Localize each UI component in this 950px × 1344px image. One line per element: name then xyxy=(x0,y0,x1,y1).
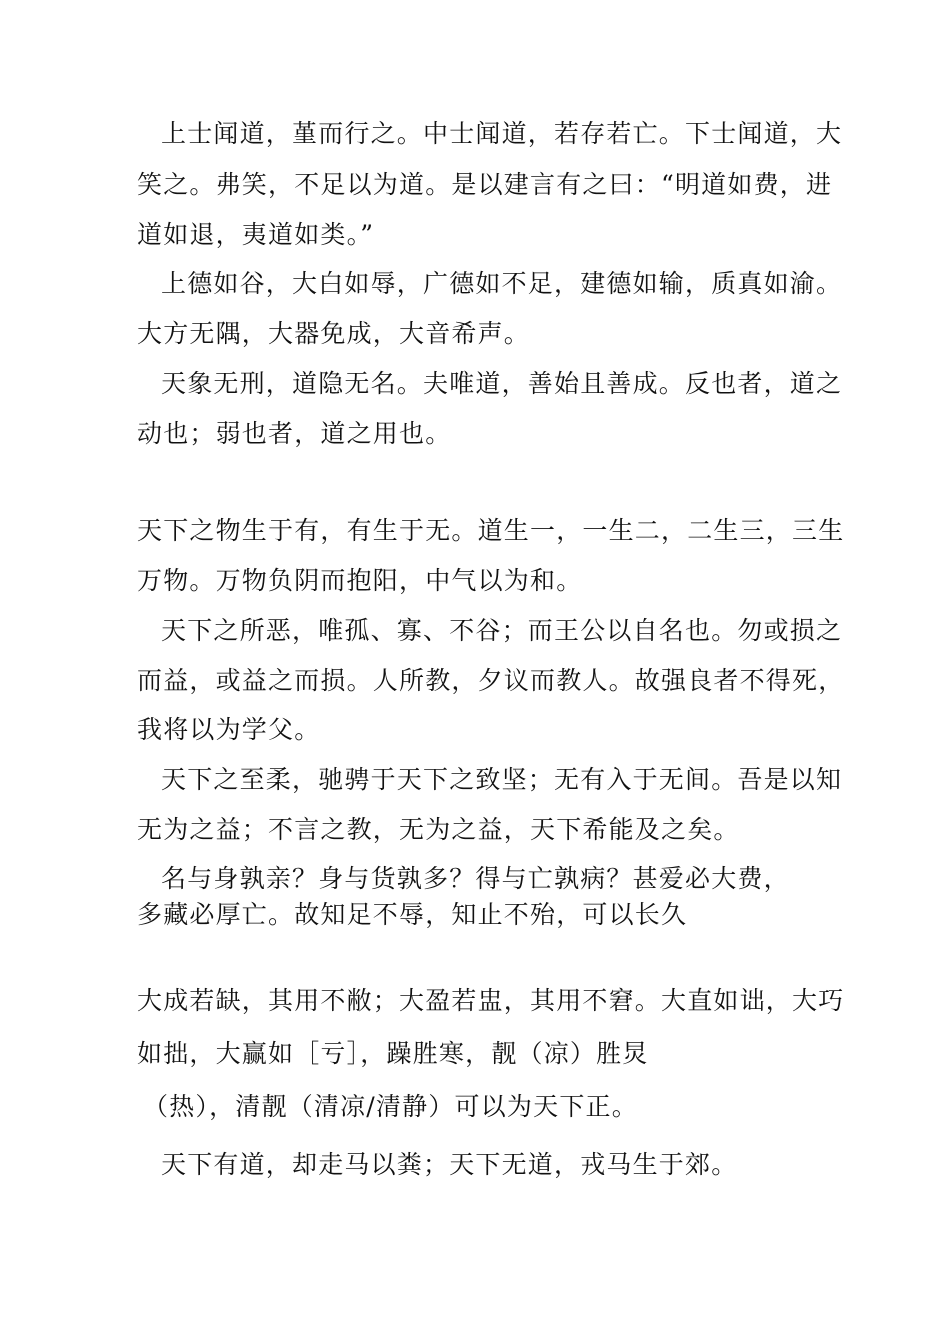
paragraph-4-line-2: 万物。万物负阴而抱阳，中气以为和。 xyxy=(137,566,583,595)
paragraph-8-line-2: 如拙，大赢如［亏］，躁胜寒，靓（凉）胜炅 xyxy=(137,1039,649,1068)
paragraph-1-line-1: 上士闻道，堇而行之。中士闻道，若存若亡。下士闻道，大 xyxy=(161,119,843,148)
paragraph-9-line-1: 天下有道，却走马以粪；天下无道，戎马生于郊。 xyxy=(161,1150,738,1179)
paragraph-6-line-1: 天下之至柔，驰骋于天下之致坚；无有入于无间。吾是以知 xyxy=(161,765,843,794)
paragraph-5-line-3: 我将以为学父。 xyxy=(137,715,321,744)
paragraph-2-line-2: 大方无隅，大器免成，大音希声。 xyxy=(137,319,531,348)
paragraph-2-line-1: 上德如谷，大白如辱，广德如不足，建德如输，质真如渝。 xyxy=(161,269,843,298)
paragraph-3-line-1: 天象无刑，道隐无名。夫唯道，善始且善成。反也者，道之 xyxy=(161,369,843,398)
paragraph-7-line-2: 多藏必厚亡。故知足不辱，知止不殆，可以长久 xyxy=(137,900,688,929)
paragraph-5-line-1: 天下之所恶，唯孤、寡、不谷；而王公以自名也。勿或损之 xyxy=(161,616,843,645)
paragraph-8-line-3: （热），清靓（清凉/清静）可以为天下正。 xyxy=(143,1092,638,1121)
paragraph-1-line-2: 笑之。弗笑，不足以为道。是以建言有之曰：“明道如费，进 xyxy=(137,170,833,199)
paragraph-6-line-2: 无为之益；不言之教，无为之益，天下希能及之矣。 xyxy=(137,815,740,844)
paragraph-5-line-2: 而益，或益之而损。人所教，夕议而教人。故强良者不得死， xyxy=(137,666,845,695)
paragraph-4-line-1: 天下之物生于有，有生于无。道生一，一生二，二生三，三生 xyxy=(137,516,845,545)
paragraph-7-line-1: 名与身孰亲？身与货孰多？得与亡孰病？甚爱必大费， xyxy=(161,864,790,893)
paragraph-3-line-2: 动也；弱也者，道之用也。 xyxy=(137,419,452,448)
paragraph-1-line-3: 道如退，夷道如类。” xyxy=(137,220,375,249)
paragraph-8-line-1: 大成若缺，其用不敝；大盈若盅，其用不窘。大直如诎，大巧 xyxy=(137,986,845,1015)
